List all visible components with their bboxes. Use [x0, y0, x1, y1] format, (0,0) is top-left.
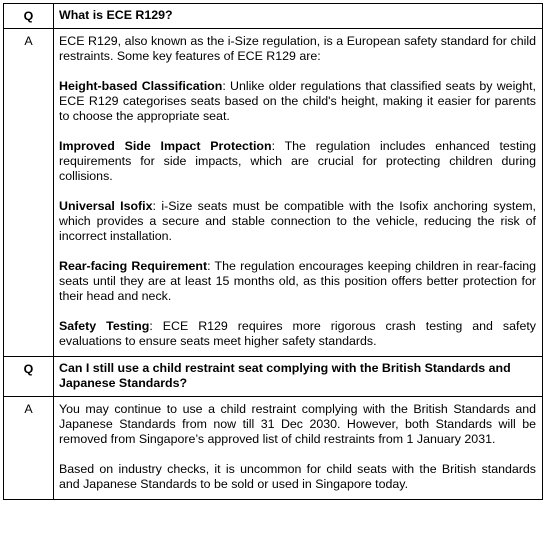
answer-label: A	[4, 29, 54, 357]
faq-question-row	[4, 4, 543, 29]
faq-table	[3, 3, 543, 500]
question-text: What is ECE R129?	[54, 4, 543, 29]
answer-intro: ECE R129, also known as the i-Size regulation, is a European safety standard for child restraints. Some key features of ECE R129 are:	[59, 34, 536, 63]
feature-paragraph	[59, 79, 536, 124]
feature-text: : ECE R129 requires more rigorous crash testing and safety evaluations to ensure seats meet higher safety standards.	[59, 319, 536, 348]
answer-content	[54, 29, 543, 357]
question-text: Can I still use a child restraint seat complying with the British Standards and Japanese Standards?	[54, 357, 543, 397]
faq-question-row	[4, 357, 543, 397]
feature-title: Improved Side Impact Protection	[59, 139, 272, 153]
answer-label: A	[4, 397, 54, 500]
faq-answer-row	[4, 397, 543, 500]
feature-title: Universal Isofix	[59, 199, 153, 213]
faq-answer-row	[4, 29, 543, 357]
question-label: Q	[4, 357, 54, 397]
answer-content	[54, 397, 543, 500]
answer-paragraph: Based on industry checks, it is uncommon for child seats with the British standards and Japanese Standards to be sold or used in Singapore today.	[59, 462, 536, 491]
feature-title: Safety Testing	[59, 319, 150, 333]
feature-title: Rear-facing Requirement	[59, 259, 208, 273]
feature-text: : i-Size seats must be compatible with the Isofix anchoring system, which provides a secure and stable connection to the vehicle, reducing the risk of incorrect installation.	[59, 199, 536, 243]
answer-paragraph: You may continue to use a child restraint complying with the British Standards and Japanese Standards from now till 31 Dec 2030. However, both Standards will be removed from Singapore’s approved list of child restraints from 1 January 2031.	[59, 402, 536, 446]
feature-paragraph	[59, 199, 536, 244]
feature-text: : The regulation includes enhanced testing requirements for side impacts, which are crucial for protecting children during collisions.	[59, 139, 536, 183]
feature-title: Height-based Classification	[59, 79, 223, 93]
question-label: Q	[4, 4, 54, 29]
feature-paragraph	[59, 319, 536, 349]
feature-text: : The regulation encourages keeping children in rear-facing seats until they are at least 15 months old, as this position offers better protection for their head and neck.	[59, 259, 536, 303]
feature-paragraph	[59, 139, 536, 184]
feature-text: : Unlike older regulations that classified seats by weight, ECE R129 categorises seats based on the child's height, making it easier for parents to choose the appropriate seat.	[59, 79, 536, 123]
feature-paragraph	[59, 259, 536, 304]
